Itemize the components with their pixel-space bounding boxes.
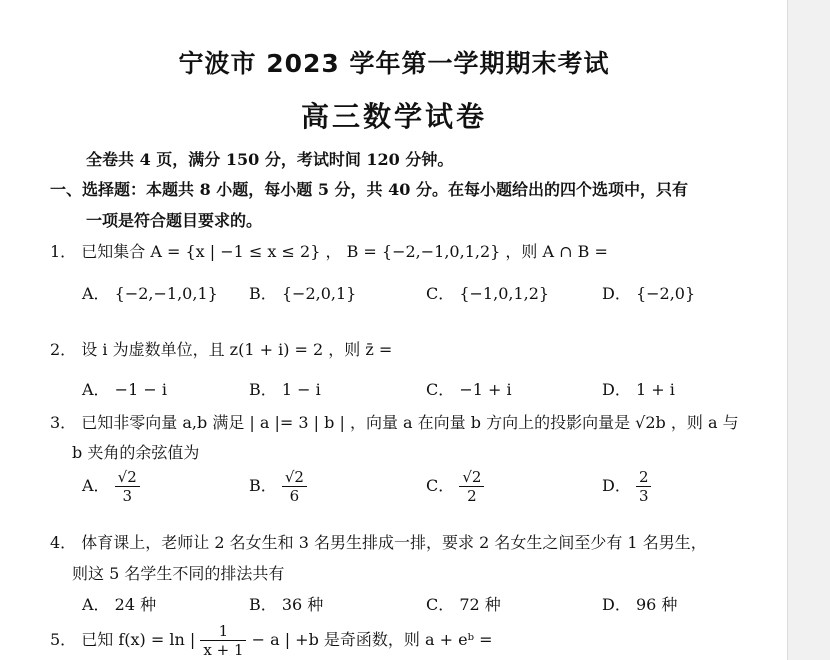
option-label: A． xyxy=(82,476,110,495)
question-number: 1． xyxy=(50,242,77,261)
q4-option-c xyxy=(426,592,501,615)
fraction xyxy=(636,468,652,505)
exam-title: 宁波市 2023 学年第一学期期末考试 xyxy=(178,49,610,78)
fraction-denominator: 3 xyxy=(638,487,649,505)
q1-option-b xyxy=(249,281,356,304)
option-label: D． xyxy=(602,595,631,614)
option-text: 36 种 xyxy=(281,595,324,614)
question-number: 3． xyxy=(50,413,77,432)
option-label: B． xyxy=(249,284,277,303)
question-3 xyxy=(50,410,739,433)
option-label: C． xyxy=(426,595,455,614)
q1-option-d xyxy=(602,281,695,304)
option-label: A． xyxy=(82,380,110,399)
option-text: 24 种 xyxy=(114,595,157,614)
q2-option-c xyxy=(426,377,512,400)
q4-option-d xyxy=(602,592,677,615)
fraction-denominator: 2 xyxy=(467,487,477,505)
question-3-line2: b 夹角的余弦值为 xyxy=(72,443,200,462)
question-stem-prefix: 已知 f(x) = ln | xyxy=(81,630,196,649)
scrollbar[interactable] xyxy=(787,0,830,660)
question-stem-suffix: − a | +b 是奇函数，则 a + eᵇ = xyxy=(251,630,493,649)
fraction-denominator: 6 xyxy=(289,487,300,505)
option-text: 1 − i xyxy=(281,380,321,399)
q2-option-d xyxy=(602,377,675,400)
option-label: A． xyxy=(82,595,110,614)
question-5 xyxy=(50,622,492,659)
section-heading-line1: 一、选择题：本题共 8 小题，每小题 5 分，共 40 分。在每小题给出的四个选项中，只有 xyxy=(50,180,688,199)
option-label: B． xyxy=(249,380,277,399)
option-label: D． xyxy=(602,476,631,495)
fraction-denominator: x + 1 xyxy=(203,641,244,659)
question-4 xyxy=(50,530,707,553)
option-text: {−2,−1,0,1} xyxy=(114,284,218,303)
q1-option-a xyxy=(82,281,218,304)
q3-option-d xyxy=(602,468,651,505)
option-text: −1 + i xyxy=(459,380,512,399)
fraction-numerator: √2 xyxy=(282,468,307,487)
option-text: {−2,0,1} xyxy=(281,284,357,303)
option-text: {−1,0,1,2} xyxy=(459,284,550,303)
option-label: D． xyxy=(602,380,631,399)
instructions: 全卷共 4 页，满分 150 分，考试时间 120 分钟。 xyxy=(86,150,454,169)
option-text: 96 种 xyxy=(635,595,678,614)
fraction-denominator: 3 xyxy=(122,487,132,505)
option-label: D． xyxy=(602,284,631,303)
q4-option-b xyxy=(249,592,323,615)
option-label: C． xyxy=(426,284,455,303)
q4-option-a xyxy=(82,592,156,615)
fraction-numerator: √2 xyxy=(459,468,484,487)
section-heading-line2: 一项是符合题目要求的。 xyxy=(86,211,263,230)
option-label: B． xyxy=(249,595,277,614)
q3-option-c xyxy=(426,468,484,505)
option-label: A． xyxy=(82,284,110,303)
option-text: 1 + i xyxy=(635,380,675,399)
option-text: {−2,0} xyxy=(635,284,696,303)
exam-subtitle: 高三数学试卷 xyxy=(300,100,487,133)
option-label: B． xyxy=(249,476,277,495)
question-2 xyxy=(50,337,392,360)
fraction xyxy=(115,468,140,505)
question-4-line2: 则这 5 名学生不同的排法共有 xyxy=(72,564,285,583)
question-number: 4． xyxy=(50,533,77,552)
fraction xyxy=(282,468,307,505)
fraction xyxy=(200,622,246,659)
option-label: C． xyxy=(426,476,455,495)
question-stem: 已知集合 A = {x | −1 ≤ x ≤ 2} ， B = {−2,−1,0,1,2} ，则 A ∩ B = xyxy=(81,242,608,261)
q2-option-a xyxy=(82,377,167,400)
q2-option-b xyxy=(249,377,321,400)
option-text: −1 − i xyxy=(114,380,167,399)
question-number: 5． xyxy=(50,630,77,649)
option-text: 72 种 xyxy=(459,595,501,614)
fraction-numerator: √2 xyxy=(115,468,140,487)
fraction-numerator: 1 xyxy=(200,622,246,641)
q3-option-a xyxy=(82,468,140,505)
q3-option-b xyxy=(249,468,307,505)
question-stem-line1: 体育课上，老师让 2 名女生和 3 名男生排成一排，要求 2 名女生之间至少有 1 名男生， xyxy=(81,533,707,552)
fraction-numerator: 2 xyxy=(636,468,652,487)
question-1 xyxy=(50,239,608,262)
option-label: C． xyxy=(426,380,455,399)
fraction xyxy=(459,468,484,505)
question-number: 2． xyxy=(50,340,77,359)
question-stem-line1: 已知非零向量 a,b 满足 | a |= 3 | b | ，向量 a 在向量 b 方向上的投影向量是 √2b ，则 a 与 xyxy=(81,413,739,432)
question-stem: 设 i 为虚数单位，且 z(1 + i) = 2 ，则 z̄ = xyxy=(81,340,393,359)
q1-option-c xyxy=(426,281,549,304)
